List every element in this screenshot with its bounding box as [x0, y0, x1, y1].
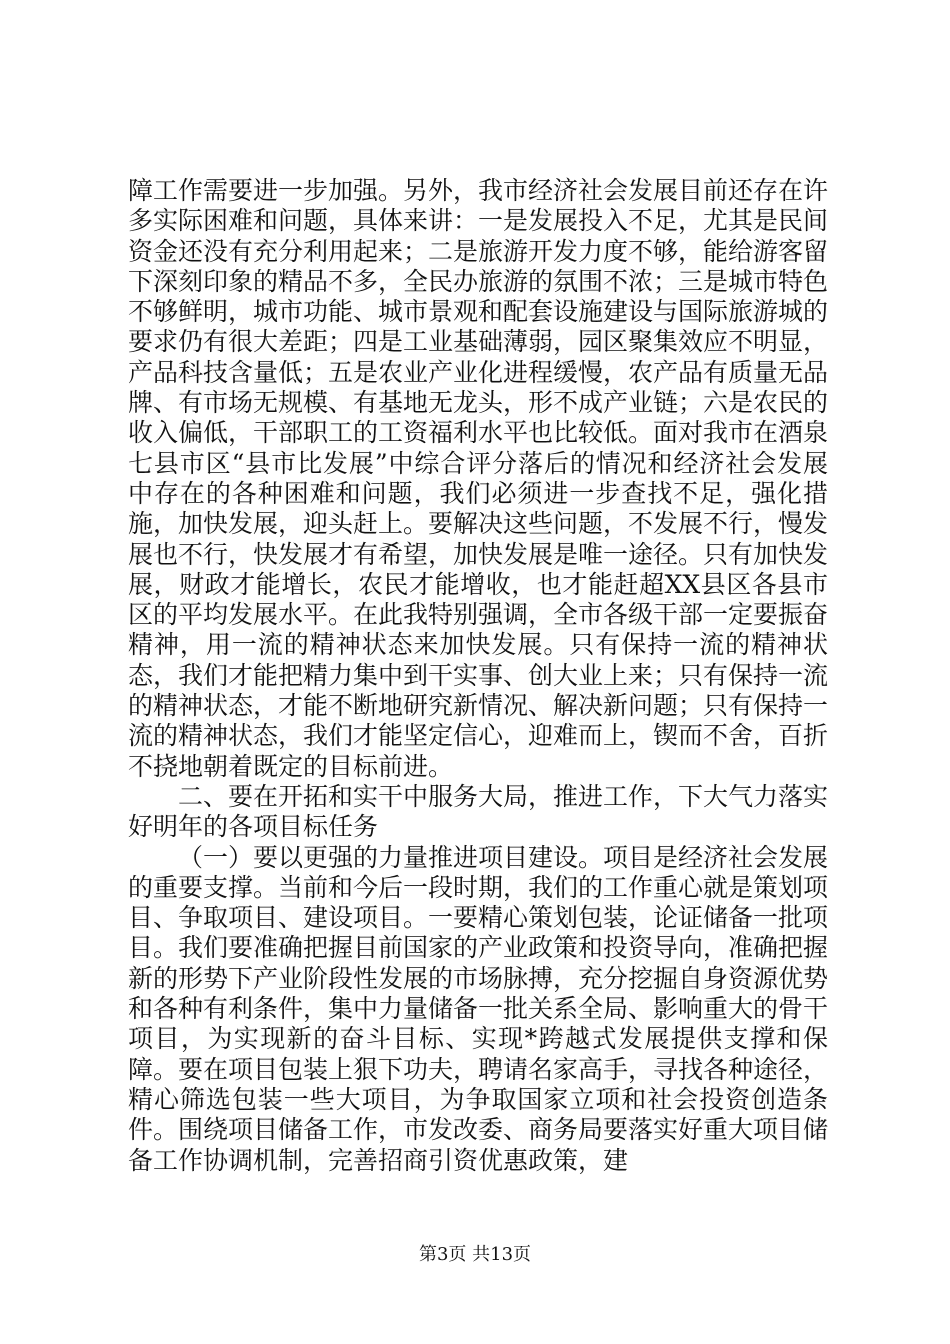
section-heading: 二、要在开拓和实干中服务大局，推进工作，下大气力落实好明年的各项目标任务	[128, 781, 829, 842]
paragraph-project-construction: （一）要以更强的力量推进项目建设。项目是经济社会发展的重要支撑。当前和今后一段时期，我们的工作重心就是策划项目、争取项目、建设项目。一要精心策划包装，论证储备一批项目。我们要准确把握目前国家的产业政策和投资导向，准确把握新的形势下产业阶段性发展的市场脉搏，充分挖掘自身资源优势和各种有利条件，集中力量储备一批关系全局、影响重大的骨干项目，为实现新的奋斗目标、实现*跨越式发展提供支撑和保障。要在项目包装上狠下功夫，聘请名家高手，寻找各种途径，精心筛选包装一些大项目，为争取国家立项和社会投资创造条件。围绕项目储备工作，市发改委、商务局要落实好重大项目储备工作协调机制，完善招商引资优惠政策，建	[128, 842, 829, 1175]
page-number-footer: 第3页 共13页	[418, 1244, 532, 1265]
paragraph-continuation: 障工作需要进一步加强。另外，我市经济社会发展目前还存在许多实际困难和问题，具体来讲：一是发展投入不足，尤其是民间资金还没有充分利用起来；二是旅游开发力度不够，能给游客留下深刻印象的精品不多，全民办旅游的氛围不浓；三是城市特色不够鲜明，城市功能、城市景观和配套设施建设与国际旅游城的要求仍有很大差距；四是工业基础薄弱，园区聚集效应不明显，产品科技含量低；五是农业产业化进程缓慢，农产品有质量无品牌、有市场无规模、有基地无龙头，形不成产业链；六是农民的收入偏低，干部职工的工资福利水平也比较低。面对我市在酒泉七县市区“县市比发展”中综合评分落后的情况和经济社会发展中存在的各种困难和问题，我们必须进一步查找不足，强化措施，加快发展，迎头赶上。要解决这些问题，不发展不行，慢发展也不行，快发展才有希望，加快发展是唯一途径。只有加快发展，财政才能增长，农民才能增收，也才能赶超XX县区各县市区的平均发展水平。在此我特别强调，全市各级干部一定要振奋精神，用一流的精神状态来加快发展。只有保持一流的精神状态，我们才能把精力集中到干实事、创大业上来；只有保持一流的精神状态，才能不断地研究新情况、解决新问题；只有保持一流的精神状态，我们才能坚定信心，迎难而上，锲而不舍，百折不挠地朝着既定的目标前进。	[128, 176, 829, 781]
document-body	[128, 176, 828, 1176]
